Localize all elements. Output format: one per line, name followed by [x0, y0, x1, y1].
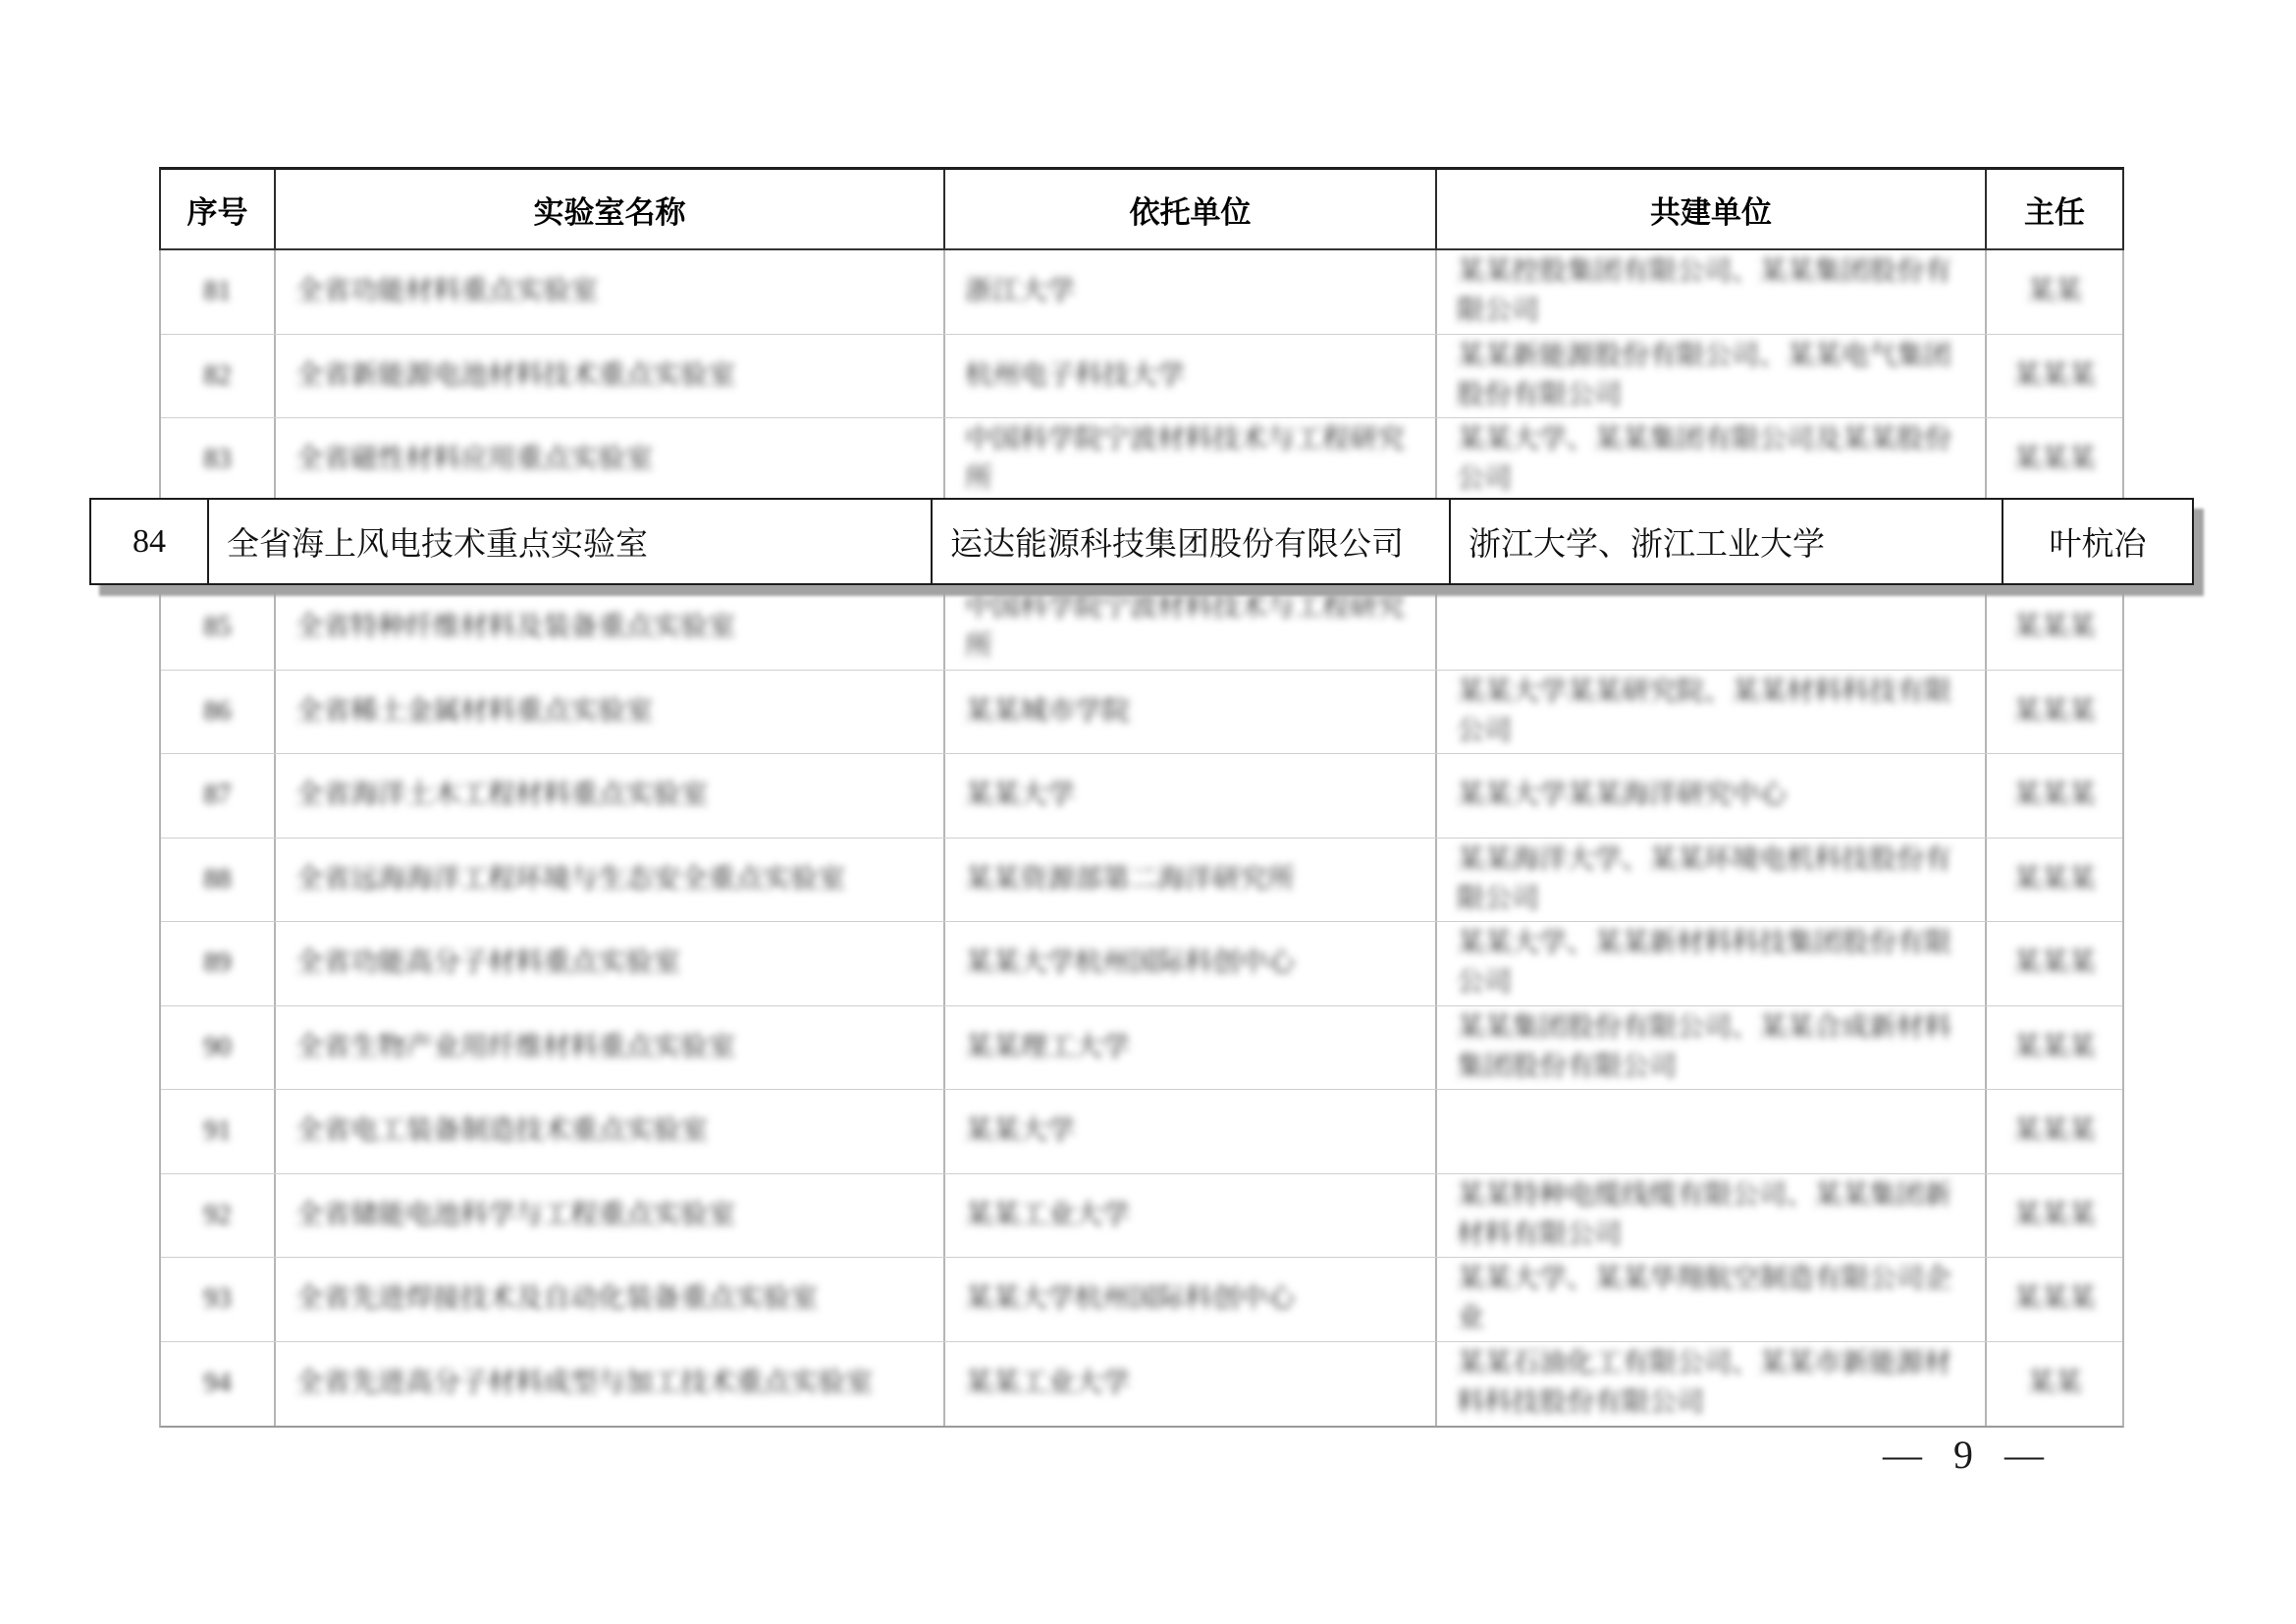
table-row-82	[161, 335, 2122, 419]
blurred-text: 全省特种纤维材料及装备重点实验室	[295, 612, 736, 643]
cell-lab-name	[274, 671, 943, 754]
blurred-text: 全省远海海洋工程环境与生态安全重点实验室	[295, 863, 846, 894]
cell-index	[161, 922, 274, 1005]
cell-director	[1985, 671, 2122, 754]
table-row-81	[161, 250, 2122, 335]
header-cell-index: 序号	[187, 194, 248, 230]
blurred-text: 中国科学院宁波材料技术与工程研究所	[965, 592, 1406, 663]
cell-supporting-unit	[943, 1174, 1435, 1258]
table-header-row	[159, 167, 2124, 250]
cell-supporting-unit	[943, 839, 1435, 922]
highlight-cell-lab-name: 全省海上风电技术重点实验室	[207, 500, 931, 583]
blurred-text: 某某集团股份有限公司、某某合成新材料集团股份有限公司	[1457, 1011, 1952, 1082]
table-row-90	[161, 1006, 2122, 1091]
blurred-text: 88	[203, 863, 232, 894]
blurred-text: 某某大学	[965, 1115, 1076, 1147]
cell-director	[1985, 586, 2122, 670]
blurred-text: 某某某	[2012, 1283, 2096, 1315]
cell-index	[161, 839, 274, 922]
cell-director	[1985, 335, 2122, 418]
cell-lab-name	[274, 335, 943, 418]
header-cell-partner-units: 共建单位	[1435, 170, 1985, 248]
cell-index	[161, 335, 274, 418]
cell-index	[161, 1174, 274, 1258]
page-number: — 9 —	[1883, 1433, 2044, 1477]
blurred-text: 中国科学院宁波材料技术与工程研究所	[965, 424, 1406, 495]
blurred-text: 某某城市学院	[965, 695, 1131, 727]
blurred-text: 92	[203, 1199, 232, 1230]
table-row-91	[161, 1090, 2122, 1174]
cell-index	[161, 1342, 274, 1427]
blurred-text: 全省先进焊接技术及自动化装备重点实验室	[295, 1283, 819, 1315]
cell-partner-units	[1435, 1174, 1985, 1258]
blurred-text: 某某海洋大学、某某环境电机科技股份有限公司	[1457, 843, 1952, 914]
blurred-text: 85	[203, 612, 232, 643]
blurred-text: 93	[203, 1283, 232, 1315]
cell-supporting-unit	[943, 335, 1435, 418]
blurred-text: 某某石油化工有限公司、某某市新能源材料科技股份有限公司	[1457, 1348, 1952, 1419]
blurred-text: 全省电工装备制造技术重点实验室	[295, 1115, 709, 1147]
blurred-text: 某某控股集团有限公司、某某集团股份有限公司	[1457, 256, 1952, 327]
cell-supporting-unit	[943, 418, 1435, 502]
blurred-text: 86	[203, 695, 232, 727]
blurred-text: 某某工业大学	[965, 1368, 1131, 1399]
cell-director	[1985, 1090, 2122, 1173]
cell-supporting-unit	[943, 1090, 1435, 1173]
blurred-text: 某某工业大学	[965, 1199, 1131, 1230]
blurred-text: 全省功能高分子材料重点实验室	[295, 947, 681, 979]
blurred-text: 89	[203, 947, 232, 979]
cell-supporting-unit	[943, 586, 1435, 670]
cell-lab-name	[274, 1174, 943, 1258]
highlighted-row-84	[89, 498, 2194, 585]
blurred-text: 某某大学、某某华翔航空制造有限公司企业	[1457, 1264, 1952, 1334]
cell-supporting-unit	[943, 671, 1435, 754]
blurred-text: 某某大学杭州国际科创中心	[965, 1283, 1296, 1315]
blurred-text: 某某大学杭州国际科创中心	[965, 947, 1296, 979]
blurred-text: 某某特种电缆线缆有限公司、某某集团新材料有限公司	[1457, 1179, 1952, 1250]
blurred-text: 81	[203, 276, 232, 307]
cell-supporting-unit	[943, 754, 1435, 838]
cell-director	[1985, 754, 2122, 838]
cell-lab-name	[274, 1258, 943, 1341]
blurred-text: 某某某	[2012, 359, 2096, 391]
table-row-88	[161, 839, 2122, 923]
blurred-text: 83	[203, 444, 232, 475]
blurred-text: 某某	[2026, 1368, 2082, 1399]
blurred-text: 浙江大学	[965, 276, 1076, 307]
cell-index	[161, 586, 274, 670]
cell-lab-name	[274, 418, 943, 502]
blurred-text: 91	[203, 1115, 232, 1147]
blurred-text: 全省磁性材料应用重点实验室	[295, 444, 654, 475]
header-cell-director: 主任	[1985, 170, 2122, 248]
cell-index	[161, 1258, 274, 1341]
cell-partner-units	[1435, 1006, 1985, 1090]
blurred-text: 某某某	[2012, 1031, 2096, 1062]
cell-director	[1985, 839, 2122, 922]
cell-supporting-unit	[943, 1342, 1435, 1427]
cell-partner-units	[1435, 839, 1985, 922]
cell-director	[1985, 250, 2122, 334]
blurred-text: 某某	[2026, 276, 2082, 307]
table-row-92	[161, 1174, 2122, 1259]
blurred-text: 全省稀土金属材料重点实验室	[295, 695, 654, 727]
table-row-83	[161, 418, 2122, 503]
table-body	[159, 250, 2124, 1428]
blurred-text: 某某某	[2012, 863, 2096, 894]
blurred-text: 某某大学某某海洋研究中心	[1457, 780, 1788, 811]
blurred-text: 某某新能源股份有限公司、某某电气集团股份有限公司	[1457, 340, 1952, 410]
blurred-text: 某某资源部第二海洋研究所	[965, 863, 1296, 894]
cell-director	[1985, 1342, 2122, 1427]
cell-partner-units	[1435, 754, 1985, 838]
cell-index	[161, 250, 274, 334]
cell-index	[161, 671, 274, 754]
cell-director	[1985, 418, 2122, 502]
blurred-text: 全省先进高分子材料成型与加工技术重点实验室	[295, 1368, 874, 1399]
cell-supporting-unit	[943, 922, 1435, 1005]
cell-index	[161, 418, 274, 502]
blurred-text: 某某某	[2012, 1115, 2096, 1147]
blurred-text: 某某某	[2012, 947, 2096, 979]
blurred-text: 全省海洋土木工程材料重点实验室	[295, 780, 709, 811]
cell-supporting-unit	[943, 250, 1435, 334]
blurred-text: 90	[203, 1031, 232, 1062]
blurred-text: 某某大学、某某集团有限公司及某某股份公司	[1457, 424, 1952, 495]
highlight-cell-index: 84	[133, 522, 166, 560]
blurred-text: 94	[203, 1368, 232, 1399]
blurred-text: 某某某	[2012, 612, 2096, 643]
cell-lab-name	[274, 922, 943, 1005]
blurred-text: 某某理工大学	[965, 1031, 1131, 1062]
cell-director	[1985, 1006, 2122, 1090]
blurred-text: 杭州电子科技大学	[965, 359, 1186, 391]
cell-lab-name	[274, 839, 943, 922]
cell-index	[161, 754, 274, 838]
table-row-94	[161, 1342, 2122, 1427]
cell-partner-units	[1435, 586, 1985, 670]
cell-partner-units	[1435, 671, 1985, 754]
blurred-text: 某某大学	[965, 780, 1076, 811]
blurred-text: 某某某	[2012, 444, 2096, 475]
cell-partner-units	[1435, 250, 1985, 334]
cell-partner-units	[1435, 1090, 1985, 1173]
cell-lab-name	[274, 250, 943, 334]
table-row-89	[161, 922, 2122, 1006]
cell-partner-units	[1435, 1342, 1985, 1427]
blurred-text: 某某大学、某某新材料科技集团股份有限公司	[1457, 928, 1952, 999]
table-row-87	[161, 754, 2122, 839]
blurred-text: 某某某	[2012, 1199, 2096, 1230]
table-row-93	[161, 1258, 2122, 1342]
highlight-cell-supporting-unit: 运达能源科技集团股份有限公司	[931, 500, 1449, 583]
highlight-cell-partner-units: 浙江大学、浙江工业大学	[1449, 500, 2002, 583]
cell-director	[1985, 1174, 2122, 1258]
blurred-text: 某某某	[2012, 780, 2096, 811]
cell-supporting-unit	[943, 1258, 1435, 1341]
cell-index	[161, 1090, 274, 1173]
cell-partner-units	[1435, 335, 1985, 418]
cell-lab-name	[274, 754, 943, 838]
blurred-text: 全省功能材料重点实验室	[295, 276, 599, 307]
cell-partner-units	[1435, 922, 1985, 1005]
blurred-text: 某某大学某某研究院、某某材料科技有限公司	[1457, 676, 1952, 746]
table-row-86	[161, 671, 2122, 755]
cell-lab-name	[274, 1342, 943, 1427]
cell-partner-units	[1435, 418, 1985, 502]
highlight-cell-director: 叶杭冶	[2002, 500, 2192, 583]
cell-supporting-unit	[943, 1006, 1435, 1090]
blurred-text: 87	[203, 780, 232, 811]
blurred-text: 全省储能电池科学与工程重点实验室	[295, 1199, 736, 1230]
key-lab-table	[159, 167, 2124, 1428]
cell-partner-units	[1435, 1258, 1985, 1341]
blurred-text: 全省生物产业用纤维材料重点实验室	[295, 1031, 736, 1062]
cell-director	[1985, 922, 2122, 1005]
header-cell-lab-name: 实验室名称	[274, 170, 943, 248]
table-row-85	[161, 586, 2122, 671]
blurred-text: 82	[203, 359, 232, 391]
blurred-text: 某某某	[2012, 695, 2096, 727]
cell-lab-name	[274, 1090, 943, 1173]
cell-lab-name	[274, 586, 943, 670]
cell-lab-name	[274, 1006, 943, 1090]
cell-index	[161, 1006, 274, 1090]
blurred-text: 全省新能源电池材料技术重点实验室	[295, 359, 736, 391]
header-cell-supporting-unit: 依托单位	[943, 170, 1435, 248]
cell-director	[1985, 1258, 2122, 1341]
